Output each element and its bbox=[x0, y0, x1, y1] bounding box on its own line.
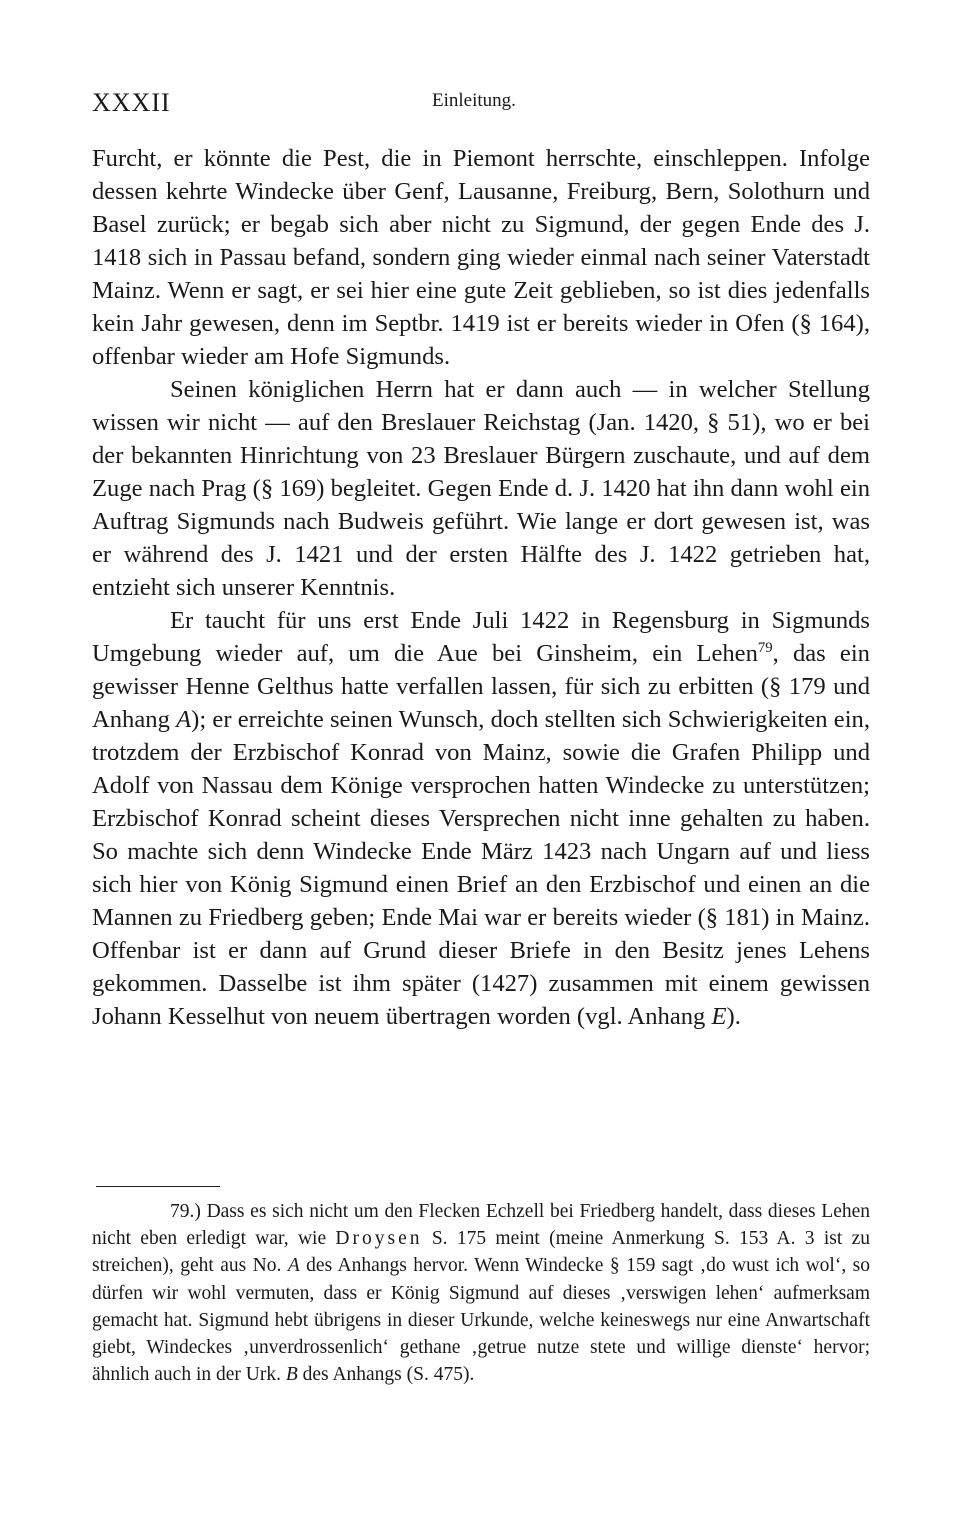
footnote-ref-a: A bbox=[287, 1255, 300, 1277]
page-header bbox=[92, 88, 870, 122]
footnote-text bbox=[92, 1198, 870, 1388]
author-name-spaced: Droysen bbox=[335, 1228, 423, 1250]
footnote-separator bbox=[96, 1186, 220, 1187]
footnote-reference: 79 bbox=[757, 639, 773, 656]
paragraph-3-text-a: Er taucht für uns erst Ende Juli 1422 in Regensburg in Sigmunds Umgebung wieder auf, um die Aue bei Ginsheim, ein Lehen bbox=[92, 607, 870, 667]
main-text bbox=[92, 142, 870, 1033]
footnote-text-b: S. 175 meint (meine Anmerkung S. 153 A. 3 ist zu streichen), geht aus No. bbox=[92, 1228, 870, 1277]
footnote-text-d: des Anhangs (S. 475). bbox=[297, 1364, 475, 1386]
paragraph-1 bbox=[92, 142, 870, 373]
footnote-text-c: des Anhangs hervor. Wenn Windecke § 159 sagt ‚do wust ich wol‘, so dürfen wir wohl vermuten, dass er König Sigmund auf dieses ‚verswigen lehen‘ aufmerksam gemacht hat. Sigmund hebt übrigens in dieser Urkunde, welche keineswegs nur eine Anwartschaft giebt, Windeckes ‚unverdrossenlich‘ gethane ‚getrue nutze stete und willige dienste‘ hervor; ähnlich auch in der Urk. bbox=[92, 1255, 871, 1386]
appendix-ref-a: A bbox=[176, 706, 192, 733]
footnote-ref-b: B bbox=[285, 1364, 298, 1386]
paragraph-3-text-d: ). bbox=[726, 1003, 741, 1030]
paragraph-3 bbox=[92, 604, 870, 1033]
paragraph-1-text: Furcht, er könnte die Pest, die in Piemont herrschte, einschleppen. Infolge dessen kehrte Windecke über Genf, Lausanne, Freiburg, Bern, Solothurn und Basel zurück; er begab sich aber nicht zu Sigmund, der gegen Ende des J. 1418 sich in Passau befand, sondern ging wieder einmal nach seiner Vaterstadt Mainz. Wenn er sagt, er sei hier eine gute Zeit geblieben, so ist dies jedenfalls kein Jahr gewesen, denn im Septbr. 1419 ist er bereits wieder in Ofen (§ 164), offenbar wieder am Hofe Sigmunds. bbox=[92, 145, 870, 370]
footnote-79 bbox=[92, 1198, 870, 1388]
footnote-text-a: 79.) Dass es sich nicht um den Flecken Echzell bei Friedberg handelt, dass dieses Lehen nicht eben erledigt war, wie bbox=[92, 1201, 870, 1250]
appendix-ref-e: E bbox=[711, 1003, 727, 1030]
paragraph-3-text-b: , das ein gewisser Henne Gelthus hatte verfallen lassen, für sich zu erbitten (§ 179 und Anhang bbox=[92, 640, 870, 733]
running-head: Einleitung. bbox=[432, 90, 516, 111]
paragraph-3-text-c: ); er erreichte seinen Wunsch, doch stellten sich Schwierigkeiten ein, trotzdem der Erzbischof Konrad von Mainz, sowie die Grafen Philipp und Adolf von Nassau dem Könige versprochen hatten Windecke zu unterstützen; Erzbischof Konrad scheint dieses Versprechen nicht inne gehalten zu haben. So machte sich denn Windecke Ende März 1423 nach Ungarn auf und liess sich hier von König Sigmund einen Brief an den Erzbischof und einen an die Mannen zu Friedberg geben; Ende Mai war er bereits wieder (§ 181) in Mainz. Offenbar ist er dann auf Grund dieser Briefe in den Besitz jenes Lehens gekommen. Dasselbe ist ihm später (1427) zusammen mit einem gewissen Johann Kesselhut von neuem übertragen worden (vgl. Anhang bbox=[92, 706, 870, 1030]
paragraph-2-text: Seinen königlichen Herrn hat er dann auch — in welcher Stellung wissen wir nicht — auf den Breslauer Reichstag (Jan. 1420, § 51), wo er bei der bekannten Hinrichtung von 23 Breslauer Bürgern zuschaute, und auf dem Zuge nach Prag (§ 169) begleitet. Gegen Ende d. J. 1420 hat ihn dann wohl ein Auftrag Sigmunds nach Budweis geführt. Wie lange er dort gewesen ist, was er während des J. 1421 und der ersten Hälfte des J. 1422 getrieben hat, entzieht sich unserer Kenntnis. bbox=[92, 376, 870, 601]
paragraph-2 bbox=[92, 373, 870, 604]
page-number: XXXII bbox=[92, 88, 171, 117]
